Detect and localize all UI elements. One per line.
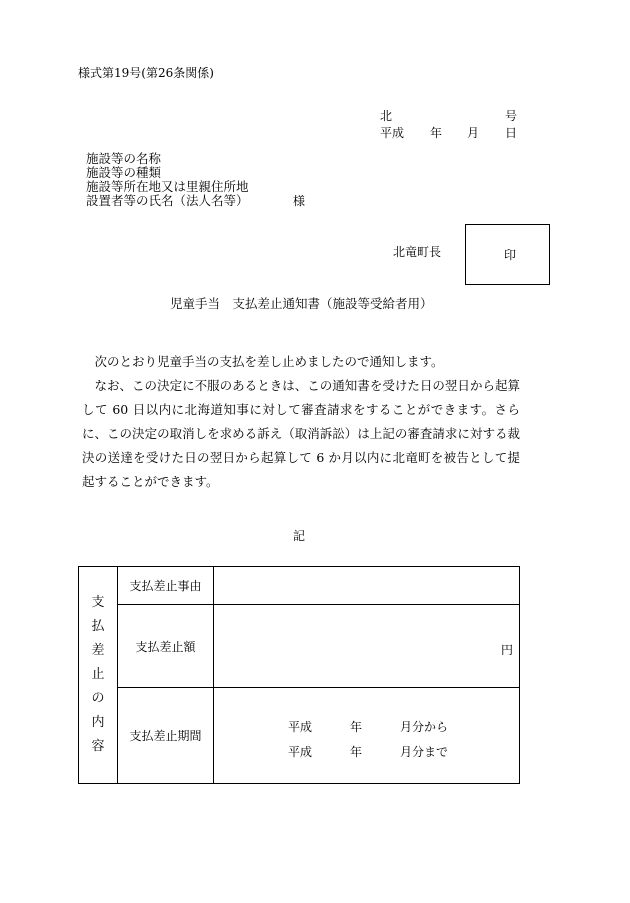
body-text: [82, 350, 520, 494]
date-day-unit: 日: [505, 126, 518, 140]
section-label-char: 支: [91, 595, 105, 610]
form-number: 様式第19号(第26条関係): [78, 66, 214, 80]
founder-name-label: 設置者等の氏名（法人名等）: [86, 193, 249, 208]
facility-type-label: 施設等の種類: [86, 165, 162, 180]
period-to-era: 平成: [288, 745, 313, 759]
period-from-year: 年: [350, 720, 363, 734]
date-month-unit: 月: [467, 126, 480, 140]
section-label-char: 容: [91, 739, 105, 754]
facility-address-label: 施設等所在地又は里親住所地: [86, 179, 249, 194]
doc-number-prefix: 北: [380, 109, 393, 123]
section-label-char: 差: [91, 643, 105, 658]
document-title: 児童手当 支払差止通知書（施設等受給者用）: [170, 296, 433, 311]
period-to-month: 月分まで: [400, 745, 449, 759]
date-era: 平成: [380, 126, 405, 140]
reason-label: 支払差止事由: [118, 567, 214, 605]
detail-table: [78, 566, 520, 784]
seal-box: [465, 224, 550, 285]
body-paragraph: なお、この決定に不服のあるときは、この通知書を受けた日の翌日から起算して 60 日以内に北海道知事に対して審査請求をすることができます。さらに、この決定の取消しを求める訴え（取消訴訟）は上記の審査請求に対する裁決の送達を受けた日の翌日から起算して 6 か月以内に北竜町を被告として提起することができます。: [82, 378, 520, 489]
yen-unit: 円: [500, 643, 513, 657]
section-label: [79, 567, 118, 784]
period-from-month: 月分から: [400, 720, 449, 734]
section-label-char: 払: [91, 619, 105, 634]
section-label-char: 止: [91, 667, 105, 682]
amount-value: [214, 605, 520, 688]
section-label-char: の: [91, 691, 105, 706]
period-to-year: 年: [350, 745, 363, 759]
seal-label: 印: [504, 248, 517, 262]
doc-number-suffix: 号: [505, 109, 518, 123]
period-value: [214, 688, 520, 784]
period-label: 支払差止期間: [118, 688, 214, 784]
ki-heading: 記: [293, 529, 306, 543]
honorific: 様: [293, 194, 306, 208]
section-label-char: 内: [91, 715, 105, 730]
facility-name-label: 施設等の名称: [86, 151, 162, 166]
issuer-title: 北竜町長: [393, 245, 442, 259]
date-year-unit: 年: [430, 126, 443, 140]
period-from-era: 平成: [288, 720, 313, 734]
reason-value: [214, 567, 520, 605]
amount-label: 支払差止額: [118, 605, 214, 688]
body-paragraph: 次のとおり児童手当の支払を差し止めましたので通知します。: [94, 354, 444, 369]
